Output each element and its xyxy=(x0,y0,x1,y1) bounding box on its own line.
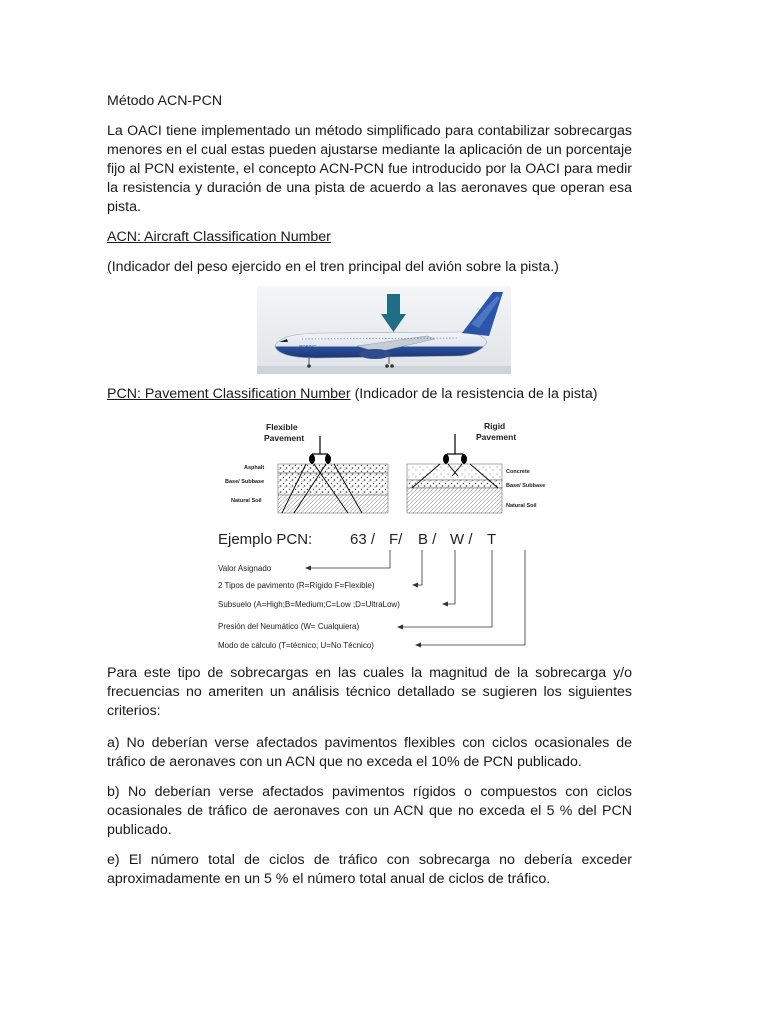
legend-item-4: Presión del Neumático (W= Cualquiera) xyxy=(218,622,360,631)
legend-item-3: Subsuelo (A=High;B=Medium;C=Low ;D=UltraLow) xyxy=(218,600,400,609)
example-value-3: B / xyxy=(418,531,437,548)
criterion-a: a) No deberían verse afectados pavimentos flexibles con ciclos ocasionales de tráfico de aeronaves con un ACN que no exceda el 10% de PCN publicado. xyxy=(107,735,632,770)
example-label: Ejemplo PCN: xyxy=(218,531,313,548)
example-value-4: W / xyxy=(450,531,473,548)
legend-item-2: 2 Tipos de pavimento (R=Rígido F=Flexible) xyxy=(218,581,375,590)
intro-paragraph: La OACI tiene implementado un método simplificado para contabilizar sobrecargas menores en el cual estas pueden ajustarse mediante la aplicación de un porcentaje fijo al PCN existente, el concepto ACN-PCN fue introducido por la OACI para medir la resistencia y duración de una pista de acuerdo a las aeronaves que operan esa pista. xyxy=(107,123,632,215)
rigid-title-2: Pavement xyxy=(476,432,517,442)
example-value-1: 63 / xyxy=(350,531,376,548)
legend-item-1: Valor Asignado xyxy=(218,564,272,573)
label-natural-soil-right: Natural Soil xyxy=(506,503,537,509)
pcn-heading: PCN: Pavement Classification Number xyxy=(107,386,351,402)
label-concrete: Concrete xyxy=(506,469,530,475)
criterion-e: e) El número total de ciclos de tráfico con sobrecarga no debería exceder aproximadamente en un 5 % el número total anual de ciclos de tráfico. xyxy=(107,852,632,887)
flexible-title-1: Flexible xyxy=(266,422,298,432)
airplane-image xyxy=(257,286,511,374)
example-value-2: F/ xyxy=(389,531,403,548)
pcn-heading-line xyxy=(107,385,597,404)
section-title: Método ACN-PCN xyxy=(107,93,223,109)
pavement-diagram xyxy=(222,416,552,516)
airplane-brand: BOEING xyxy=(299,344,317,349)
label-asphalt: Asphalt xyxy=(244,465,265,471)
pcn-description: (Indicador de la resistencia de la pista) xyxy=(350,386,598,402)
label-base-subbase-left: Base/ Subbase xyxy=(225,479,265,485)
label-base-subbase-right: Base/ Subbase xyxy=(506,483,546,489)
rigid-title-1: Rigid xyxy=(484,421,506,431)
legend-item-5: Modo de cálculo (T=técnico; U=No Técnico) xyxy=(218,641,374,650)
acn-description: (Indicador del peso ejercido en el tren principal del avión sobre la pista.) xyxy=(107,259,559,275)
criteria-intro-paragraph: Para este tipo de sobrecargas en las cuales la magnitud de la sobrecarga y/o frecuencias no ameriten un análisis técnico detallado se sugieren los siguientes criterios: xyxy=(107,665,632,719)
pcn-example-diagram xyxy=(212,524,542,654)
label-natural-soil-left: Natural Soil xyxy=(231,498,262,504)
acn-heading: ACN: Aircraft Classification Number xyxy=(107,229,331,245)
flexible-title-2: Pavement xyxy=(264,433,305,443)
example-value-5: T xyxy=(487,531,497,548)
criterion-b: b) No deberían verse afectados pavimentos rígidos o compuestos con ciclos ocasionales de tráfico de aeronaves con un ACN que no exceda el 5 % del PCN publicado. xyxy=(107,784,632,838)
